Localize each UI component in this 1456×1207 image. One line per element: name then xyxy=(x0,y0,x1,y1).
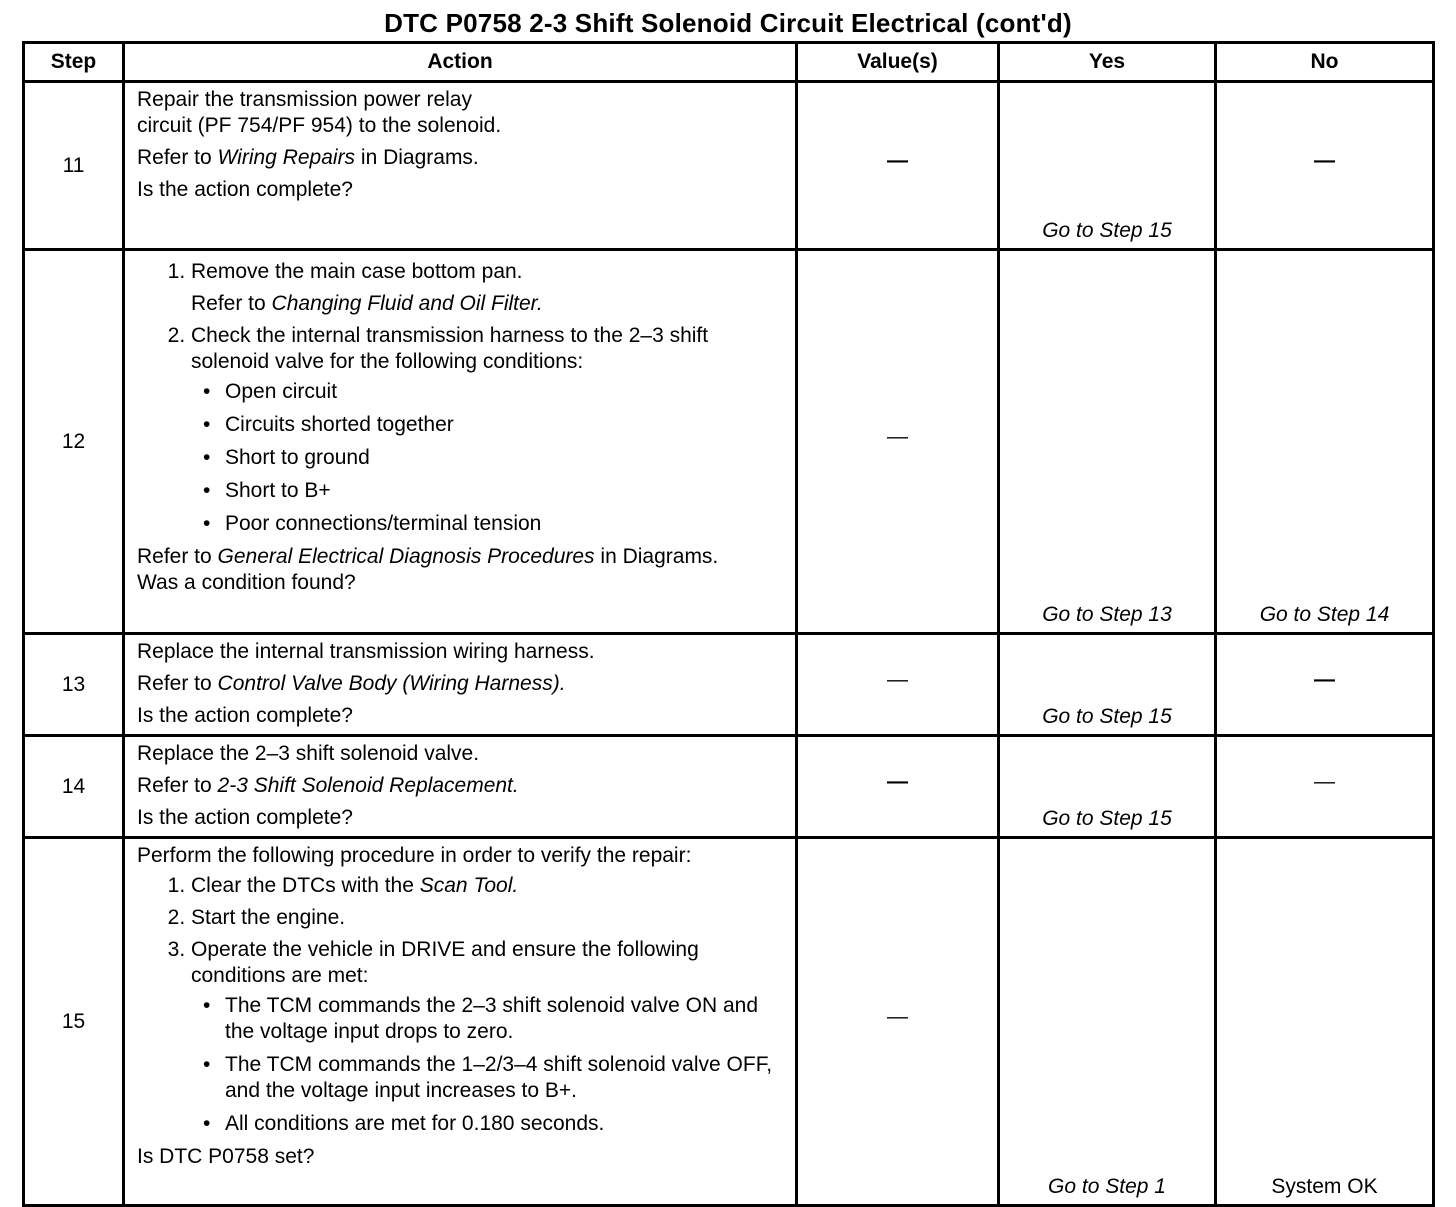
condition-list xyxy=(191,993,785,1137)
action-text: circuit (PF 754/PF 954) to the solenoid. xyxy=(137,114,502,137)
step-number: 15 xyxy=(24,838,124,1206)
action-cell xyxy=(124,736,797,838)
list-item: • Circuits shorted together xyxy=(203,412,785,438)
diagnostic-table xyxy=(22,41,1435,1207)
reference-text: Refer to Control Valve Body (Wiring Harness). xyxy=(137,672,566,695)
no-cell: — xyxy=(1216,634,1434,736)
reference-text: Refer to Wiring Repairs in Diagrams. xyxy=(137,146,479,169)
reference-link[interactable]: Control Valve Body (Wiring Harness). xyxy=(217,672,566,695)
reference-text: Refer to General Electrical Diagnosis Procedures in Diagrams. xyxy=(137,545,719,568)
no-cell xyxy=(1216,250,1434,634)
step-number: 12 xyxy=(24,250,124,634)
action-cell xyxy=(124,634,797,736)
header-action: Action xyxy=(124,43,797,82)
go-to-step-link[interactable]: Go to Step 14 xyxy=(1259,603,1390,626)
go-to-step-link[interactable]: Go to Step 15 xyxy=(1042,807,1172,830)
reference-link[interactable]: General Electrical Diagnosis Procedures xyxy=(217,545,595,568)
action-text: Replace the 2–3 shift solenoid valve. xyxy=(137,742,480,765)
go-to-step-link[interactable]: Go to Step 1 xyxy=(1048,1175,1166,1198)
list-item: • Poor connections/terminal tension xyxy=(203,511,785,537)
go-to-step-link[interactable]: Go to Step 13 xyxy=(1042,603,1172,626)
list-item: 2. Start the engine. xyxy=(191,905,785,931)
action-cell xyxy=(124,250,797,634)
list-item: 1. Clear the DTCs with the Scan Tool. xyxy=(191,873,785,899)
yes-cell xyxy=(999,838,1216,1206)
action-cell xyxy=(124,838,797,1206)
go-to-step-link[interactable]: Go to Step 15 xyxy=(1042,219,1172,242)
list-item: 3. Operate the vehicle in DRIVE and ensure the following conditions are met: • The TCM commands the 2–3 shift solenoid valve ON and the voltage input drops to zero. • The TCM commands the 1–2/3–4 shift solenoid valve OFF, and the voltage input increases to B+. • All conditions are met for 0.180 seconds. xyxy=(191,937,785,1137)
reference-link[interactable]: Changing Fluid and Oil Filter. xyxy=(271,292,543,315)
page-title: DTC P0758 2-3 Shift Solenoid Circuit Electrical (cont'd) xyxy=(384,8,1072,38)
header-no: No xyxy=(1216,43,1434,82)
procedure-list xyxy=(137,873,785,1137)
question-text: Is the action complete? xyxy=(137,806,353,829)
step-number: 13 xyxy=(24,634,124,736)
question-text: Is the action complete? xyxy=(137,178,353,201)
yes-cell xyxy=(999,634,1216,736)
list-item: • Short to B+ xyxy=(203,478,785,504)
procedure-list xyxy=(137,259,785,537)
values-cell: — xyxy=(797,838,999,1206)
table-row-step-12 xyxy=(24,250,1434,634)
action-text: Repair the transmission power relay xyxy=(137,88,472,111)
list-item: 1. Remove the main case bottom pan. Refer to Changing Fluid and Oil Filter. xyxy=(191,259,785,317)
yes-cell xyxy=(999,250,1216,634)
condition-list xyxy=(191,379,785,537)
action-cell xyxy=(124,82,797,250)
reference-link[interactable]: 2-3 Shift Solenoid Replacement. xyxy=(217,774,519,797)
table-row-step-14 xyxy=(24,736,1434,838)
values-cell: — xyxy=(797,82,999,250)
system-ok-text: System OK xyxy=(1271,1175,1378,1198)
question-text: Is DTC P0758 set? xyxy=(137,1145,315,1168)
table-row-step-11 xyxy=(24,82,1434,250)
yes-cell xyxy=(999,736,1216,838)
yes-cell xyxy=(999,82,1216,250)
header-step: Step xyxy=(24,43,124,82)
list-item: • Short to ground xyxy=(203,445,785,471)
table-header-row xyxy=(24,43,1434,82)
go-to-step-link[interactable]: Go to Step 15 xyxy=(1042,705,1172,728)
values-cell: — xyxy=(797,634,999,736)
no-cell: — xyxy=(1216,82,1434,250)
values-cell: — xyxy=(797,736,999,838)
table-row-step-13 xyxy=(24,634,1434,736)
reference-link[interactable]: Wiring Repairs xyxy=(217,146,356,169)
question-text: Was a condition found? xyxy=(137,571,356,594)
header-values: Value(s) xyxy=(797,43,999,82)
header-yes: Yes xyxy=(999,43,1216,82)
intro-text: Perform the following procedure in order to verify the repair: xyxy=(137,844,692,867)
no-cell: — xyxy=(1216,736,1434,838)
list-item: • The TCM commands the 2–3 shift solenoid valve ON and the voltage input drops to zero. xyxy=(203,993,785,1045)
question-text: Is the action complete? xyxy=(137,704,353,727)
list-item: 2. Check the internal transmission harness to the 2–3 shift solenoid valve for the following conditions: • Open circuit • Circuits shorted together • Short to ground • Short to B+ • Poor connections/terminal tension xyxy=(191,323,785,537)
step-number: 14 xyxy=(24,736,124,838)
table-row-step-15 xyxy=(24,838,1434,1206)
step-number: 11 xyxy=(24,82,124,250)
list-item: • All conditions are met for 0.180 seconds. xyxy=(203,1111,785,1137)
list-item: • Open circuit xyxy=(203,379,785,405)
reference-text: Refer to 2-3 Shift Solenoid Replacement. xyxy=(137,774,519,797)
list-item: • The TCM commands the 1–2/3–4 shift solenoid valve OFF, and the voltage input increases to B+. xyxy=(203,1052,785,1104)
values-cell: — xyxy=(797,250,999,634)
scan-tool-link[interactable]: Scan Tool. xyxy=(419,874,519,897)
no-cell xyxy=(1216,838,1434,1206)
action-text: Replace the internal transmission wiring harness. xyxy=(137,640,595,663)
